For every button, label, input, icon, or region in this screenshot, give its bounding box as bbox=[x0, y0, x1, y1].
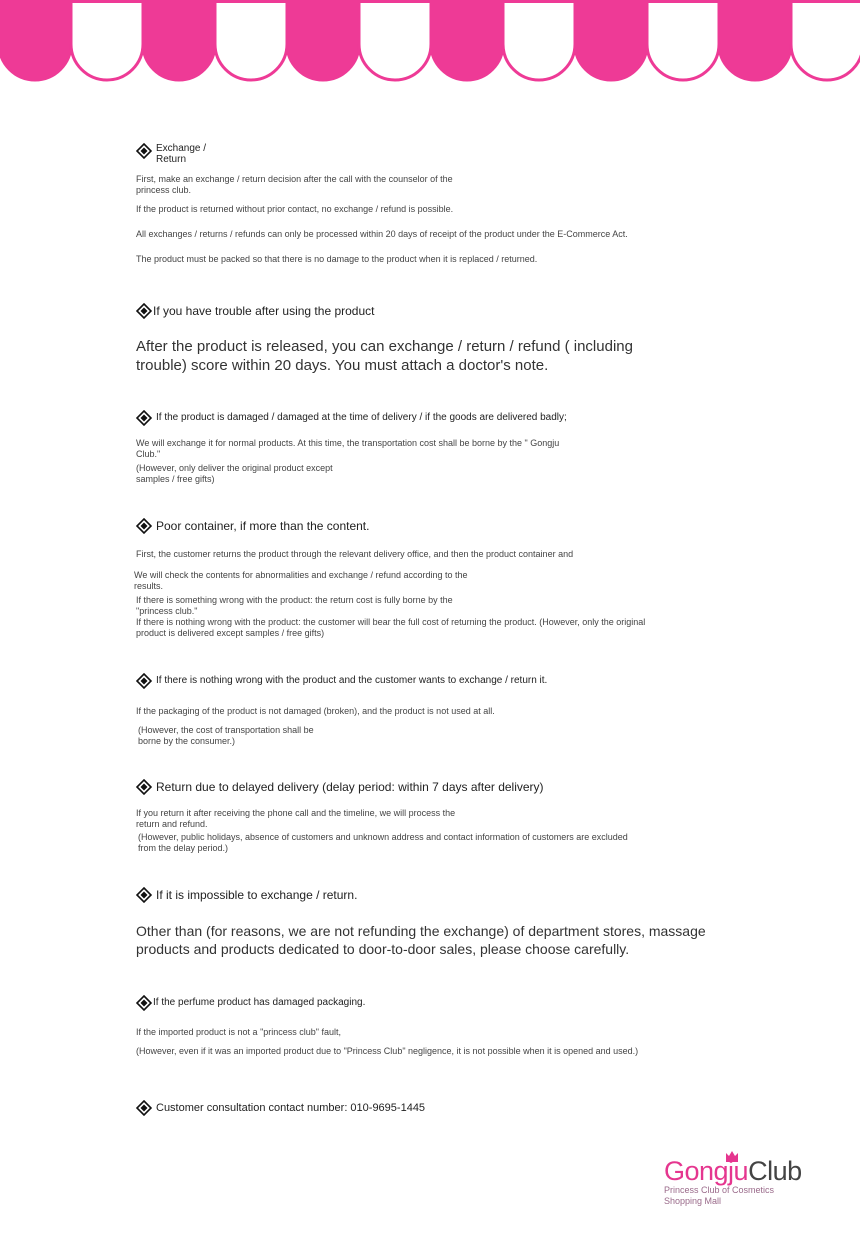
awning-top-edge bbox=[0, 0, 860, 3]
paragraph: (However, the cost of transportation shall be borne by the consumer.) bbox=[138, 725, 314, 746]
awning-scallop bbox=[791, 0, 860, 80]
contact-number: Customer consultation contact number: 010-9695-1445 bbox=[156, 1102, 426, 1114]
awning-header bbox=[0, 0, 860, 90]
paragraph: We will check the contents for abnormalities and exchange / refund according to the results. bbox=[134, 570, 468, 591]
paragraph: Other than (for reasons, we are not refunding the exchange) of department stores, massage products and products dedicated to door-to-door sales, please choose carefully. bbox=[136, 923, 706, 957]
section-heading: If there is nothing wrong with the product and the customer wants to exchange / return it. bbox=[136, 673, 716, 689]
section-heading: If it is impossible to exchange / return. bbox=[136, 887, 716, 903]
section-impossible-exchange bbox=[136, 887, 716, 957]
diamond-bullet-icon bbox=[136, 673, 152, 689]
paragraph: (However, public holidays, absence of customers and unknown address and contact information of customers are excluded from the delay period.) bbox=[138, 832, 628, 853]
diamond-bullet-icon bbox=[136, 887, 152, 903]
diamond-bullet-icon bbox=[136, 410, 152, 426]
paragraph: If you return it after receiving the phone call and the timeline, we will process the return and refund. bbox=[136, 808, 456, 829]
logo-title: GongjuClub bbox=[664, 1156, 802, 1186]
paragraph: First, the customer returns the product through the relevant delivery office, and then the product container and bbox=[136, 549, 574, 559]
logo-tagline: Princess Club of Cosmetics Shopping Mall bbox=[664, 1185, 775, 1206]
awning-scallop bbox=[215, 0, 287, 80]
awning-scallop bbox=[143, 0, 215, 80]
paragraph: (However, even if it was an imported product due to "Princess Club" negligence, it is not possible when it is opened and used.) bbox=[136, 1046, 639, 1056]
section-heading: If you have trouble after using the product bbox=[136, 303, 716, 319]
paragraph: If the imported product is not a "princess club" fault, bbox=[136, 1027, 341, 1037]
awning-scallop bbox=[71, 0, 143, 80]
section-heading: Poor container, if more than the content. bbox=[136, 518, 716, 534]
awning-scallop bbox=[431, 0, 503, 80]
section-contact-number bbox=[136, 1100, 716, 1116]
section-heading: If the product is damaged / damaged at the time of delivery / if the goods are delivered badly; bbox=[136, 410, 716, 426]
section-heading: If the perfume product has damaged packaging. bbox=[136, 995, 716, 1011]
awning-scallop bbox=[503, 0, 575, 80]
section-perfume-packaging bbox=[136, 995, 716, 1056]
section-heading: Exchange / Return bbox=[136, 143, 716, 165]
paragraph: If there is nothing wrong with the product: the customer will bear the full cost of returning the product. (However, only the original product is delivered except samples / free gifts) bbox=[136, 617, 646, 638]
paragraph: The product must be packed so that there is no damage to the product when it is replaced / returned. bbox=[136, 254, 538, 264]
paragraph: First, make an exchange / return decision after the call with the counselor of the princess club. bbox=[136, 174, 453, 195]
diamond-bullet-icon bbox=[136, 143, 152, 159]
paragraph: All exchanges / returns / refunds can only be processed within 20 days of receipt of the product under the E-Commerce Act. bbox=[136, 229, 628, 239]
awning-scallop bbox=[0, 0, 71, 80]
paragraph: If the product is returned without prior contact, no exchange / refund is possible. bbox=[136, 204, 454, 214]
diamond-bullet-icon bbox=[136, 1100, 152, 1116]
awning-scallop bbox=[719, 0, 791, 80]
awning-scallop bbox=[287, 0, 359, 80]
diamond-bullet-icon bbox=[136, 303, 152, 319]
paragraph: We will exchange it for normal products. At this time, the transportation cost shall be borne by the " Gongju Club." bbox=[136, 438, 560, 459]
section-poor-container bbox=[134, 518, 716, 638]
section-delayed-delivery bbox=[136, 779, 716, 853]
diamond-bullet-icon bbox=[136, 518, 152, 534]
awning-scallop bbox=[647, 0, 719, 80]
paragraph: If there is something wrong with the product: the return cost is fully borne by the "princess club." bbox=[136, 595, 453, 616]
section-heading bbox=[136, 1100, 716, 1116]
section-trouble-after-use bbox=[136, 303, 716, 374]
awning-scallop bbox=[359, 0, 431, 80]
section-damaged-delivery bbox=[136, 410, 716, 484]
gongju-club-logo bbox=[664, 1150, 824, 1210]
diamond-bullet-icon bbox=[136, 779, 152, 795]
section-customer-wants-return bbox=[136, 673, 716, 746]
diamond-bullet-icon bbox=[136, 995, 152, 1011]
paragraph: (However, only deliver the original product except samples / free gifts) bbox=[136, 463, 333, 484]
section-exchange-return bbox=[136, 143, 716, 264]
section-heading: Return due to delayed delivery (delay period: within 7 days after delivery) bbox=[136, 779, 716, 795]
awning-scallop bbox=[575, 0, 647, 80]
paragraph: After the product is released, you can exchange / return / refund ( including trouble) score within 20 days. You must attach a doctor's note. bbox=[136, 338, 633, 374]
paragraph: If the packaging of the product is not damaged (broken), and the product is not used at all. bbox=[136, 706, 495, 716]
